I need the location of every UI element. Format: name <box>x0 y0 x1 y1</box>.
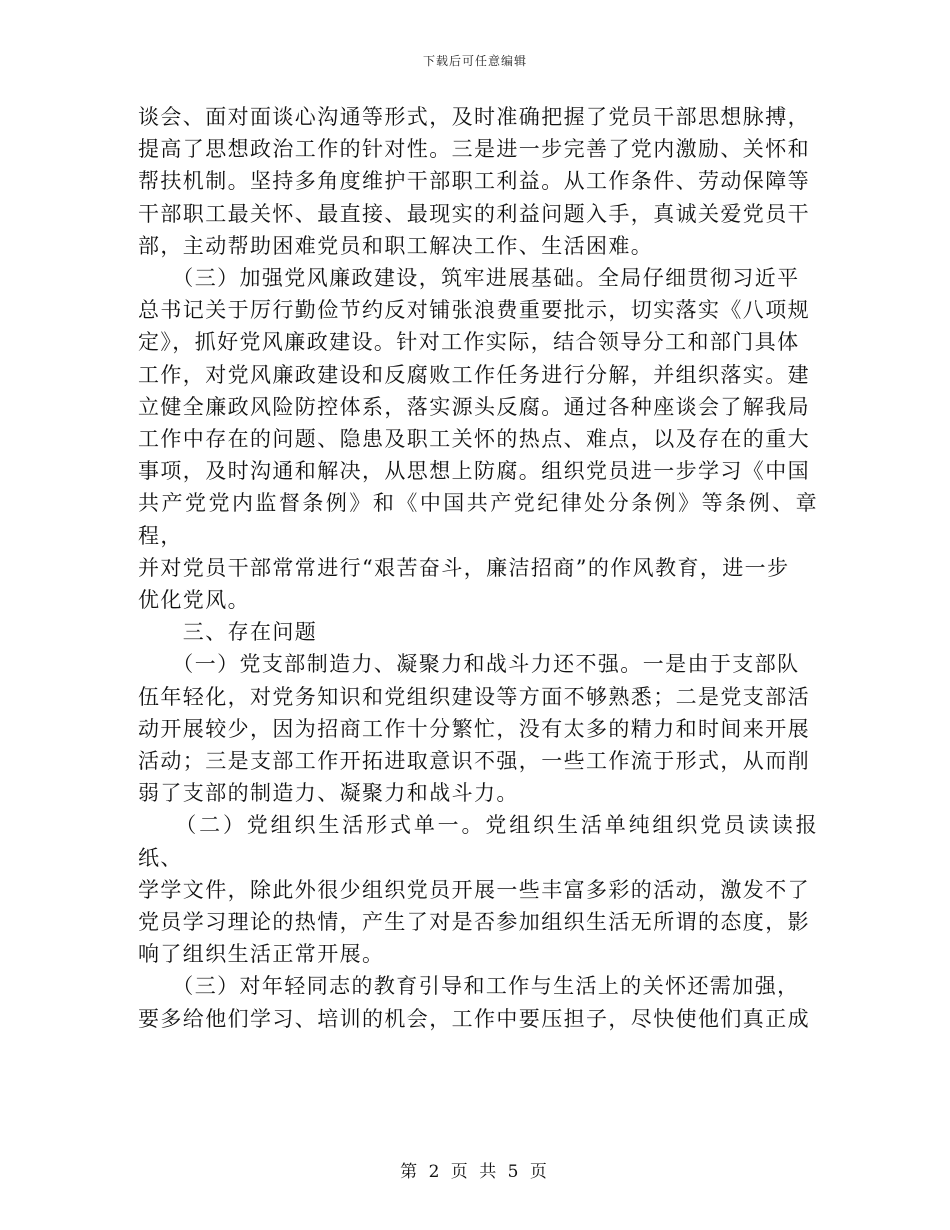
text-line: 伍年轻化，对党务知识和党组织建设等方面不够熟悉；二是党支部活 <box>138 684 810 709</box>
text-line: 优化党风。 <box>138 588 250 613</box>
text-line: 总书记关于厉行勤俭节约反对铺张浪费重要批示，切实落实《八项规 <box>138 298 810 323</box>
text-line: 工作，对党风廉政建设和反腐败工作任务进行分解，并组织落实。建 <box>138 362 810 387</box>
text-line: （一）党支部制造力、凝聚力和战斗力还不强。一是由于支部队 <box>138 652 800 677</box>
text-line: 党员学习理论的热情，产生了对是否参加组织生活无所谓的态度，影 <box>138 910 810 935</box>
text-line: 弱了支部的制造力、凝聚力和战斗力。 <box>138 781 519 806</box>
page-header: 下载后可任意编辑 <box>422 54 527 68</box>
body-text <box>138 101 818 1035</box>
text-line: 帮扶机制。坚持多角度维护干部职工利益。从工作条件、劳动保障等 <box>138 169 810 194</box>
text-line: （二）党组织生活形式单一。党组织生活单纯组织党员读读报纸、 <box>138 813 818 870</box>
text-line: 工作中存在的问题、隐患及职工关怀的热点、难点，以及存在的重大 <box>138 427 810 452</box>
text-line: 提高了思想政治工作的针对性。三是进一步完善了党内激励、关怀和 <box>138 137 810 162</box>
text-line: 学学文件，除此外很少组织党员开展一些丰富多彩的活动，激发不了 <box>138 877 810 902</box>
section-heading: 三、存在问题 <box>138 620 318 645</box>
text-line: 共产党党内监督条例》和《中国共产党纪律处分条例》等条例、章程， <box>138 491 818 548</box>
text-line: 响了组织生活正常开展。 <box>138 942 385 967</box>
text-line: 活动；三是支部工作开拓进取意识不强，一些工作流于形式，从而削 <box>138 749 810 774</box>
text-line: 动开展较少，因为招商工作十分繁忙，没有太多的精力和时间来开展 <box>138 716 810 741</box>
text-line: 干部职工最关怀、最直接、最现实的利益问题入手，真诚关爱党员干 <box>138 201 810 226</box>
text-line: （三）加强党风廉政建设，筑牢进展基础。全局仔细贯彻习近平 <box>138 266 800 291</box>
page-number-footer: 第 2 页 共 5 页 <box>400 1162 550 1182</box>
text-line: 事项，及时沟通和解决，从思想上防腐。组织党员进一步学习《中国 <box>138 459 810 484</box>
text-line: 立健全廉政风险防控体系，落实源头反腐。通过各种座谈会了解我局 <box>138 394 810 419</box>
text-line: 定》，抓好党风廉政建设。针对工作实际，结合领导分工和部门具体 <box>138 330 800 355</box>
text-line: 并对党员干部常常进行“艰苦奋斗，廉洁招商”的作风教育，进一步 <box>138 555 790 580</box>
text-line: 部，主动帮助困难党员和职工解决工作、生活困难。 <box>138 233 654 258</box>
text-line: 要多给他们学习、培训的机会，工作中要压担子，尽快使他们真正成 <box>138 1006 810 1031</box>
text-line: （三）对年轻同志的教育引导和工作与生活上的关怀还需加强， <box>138 974 800 999</box>
text-line: 谈会、面对面谈心沟通等形式，及时准确把握了党员干部思想脉搏， <box>138 105 810 129</box>
